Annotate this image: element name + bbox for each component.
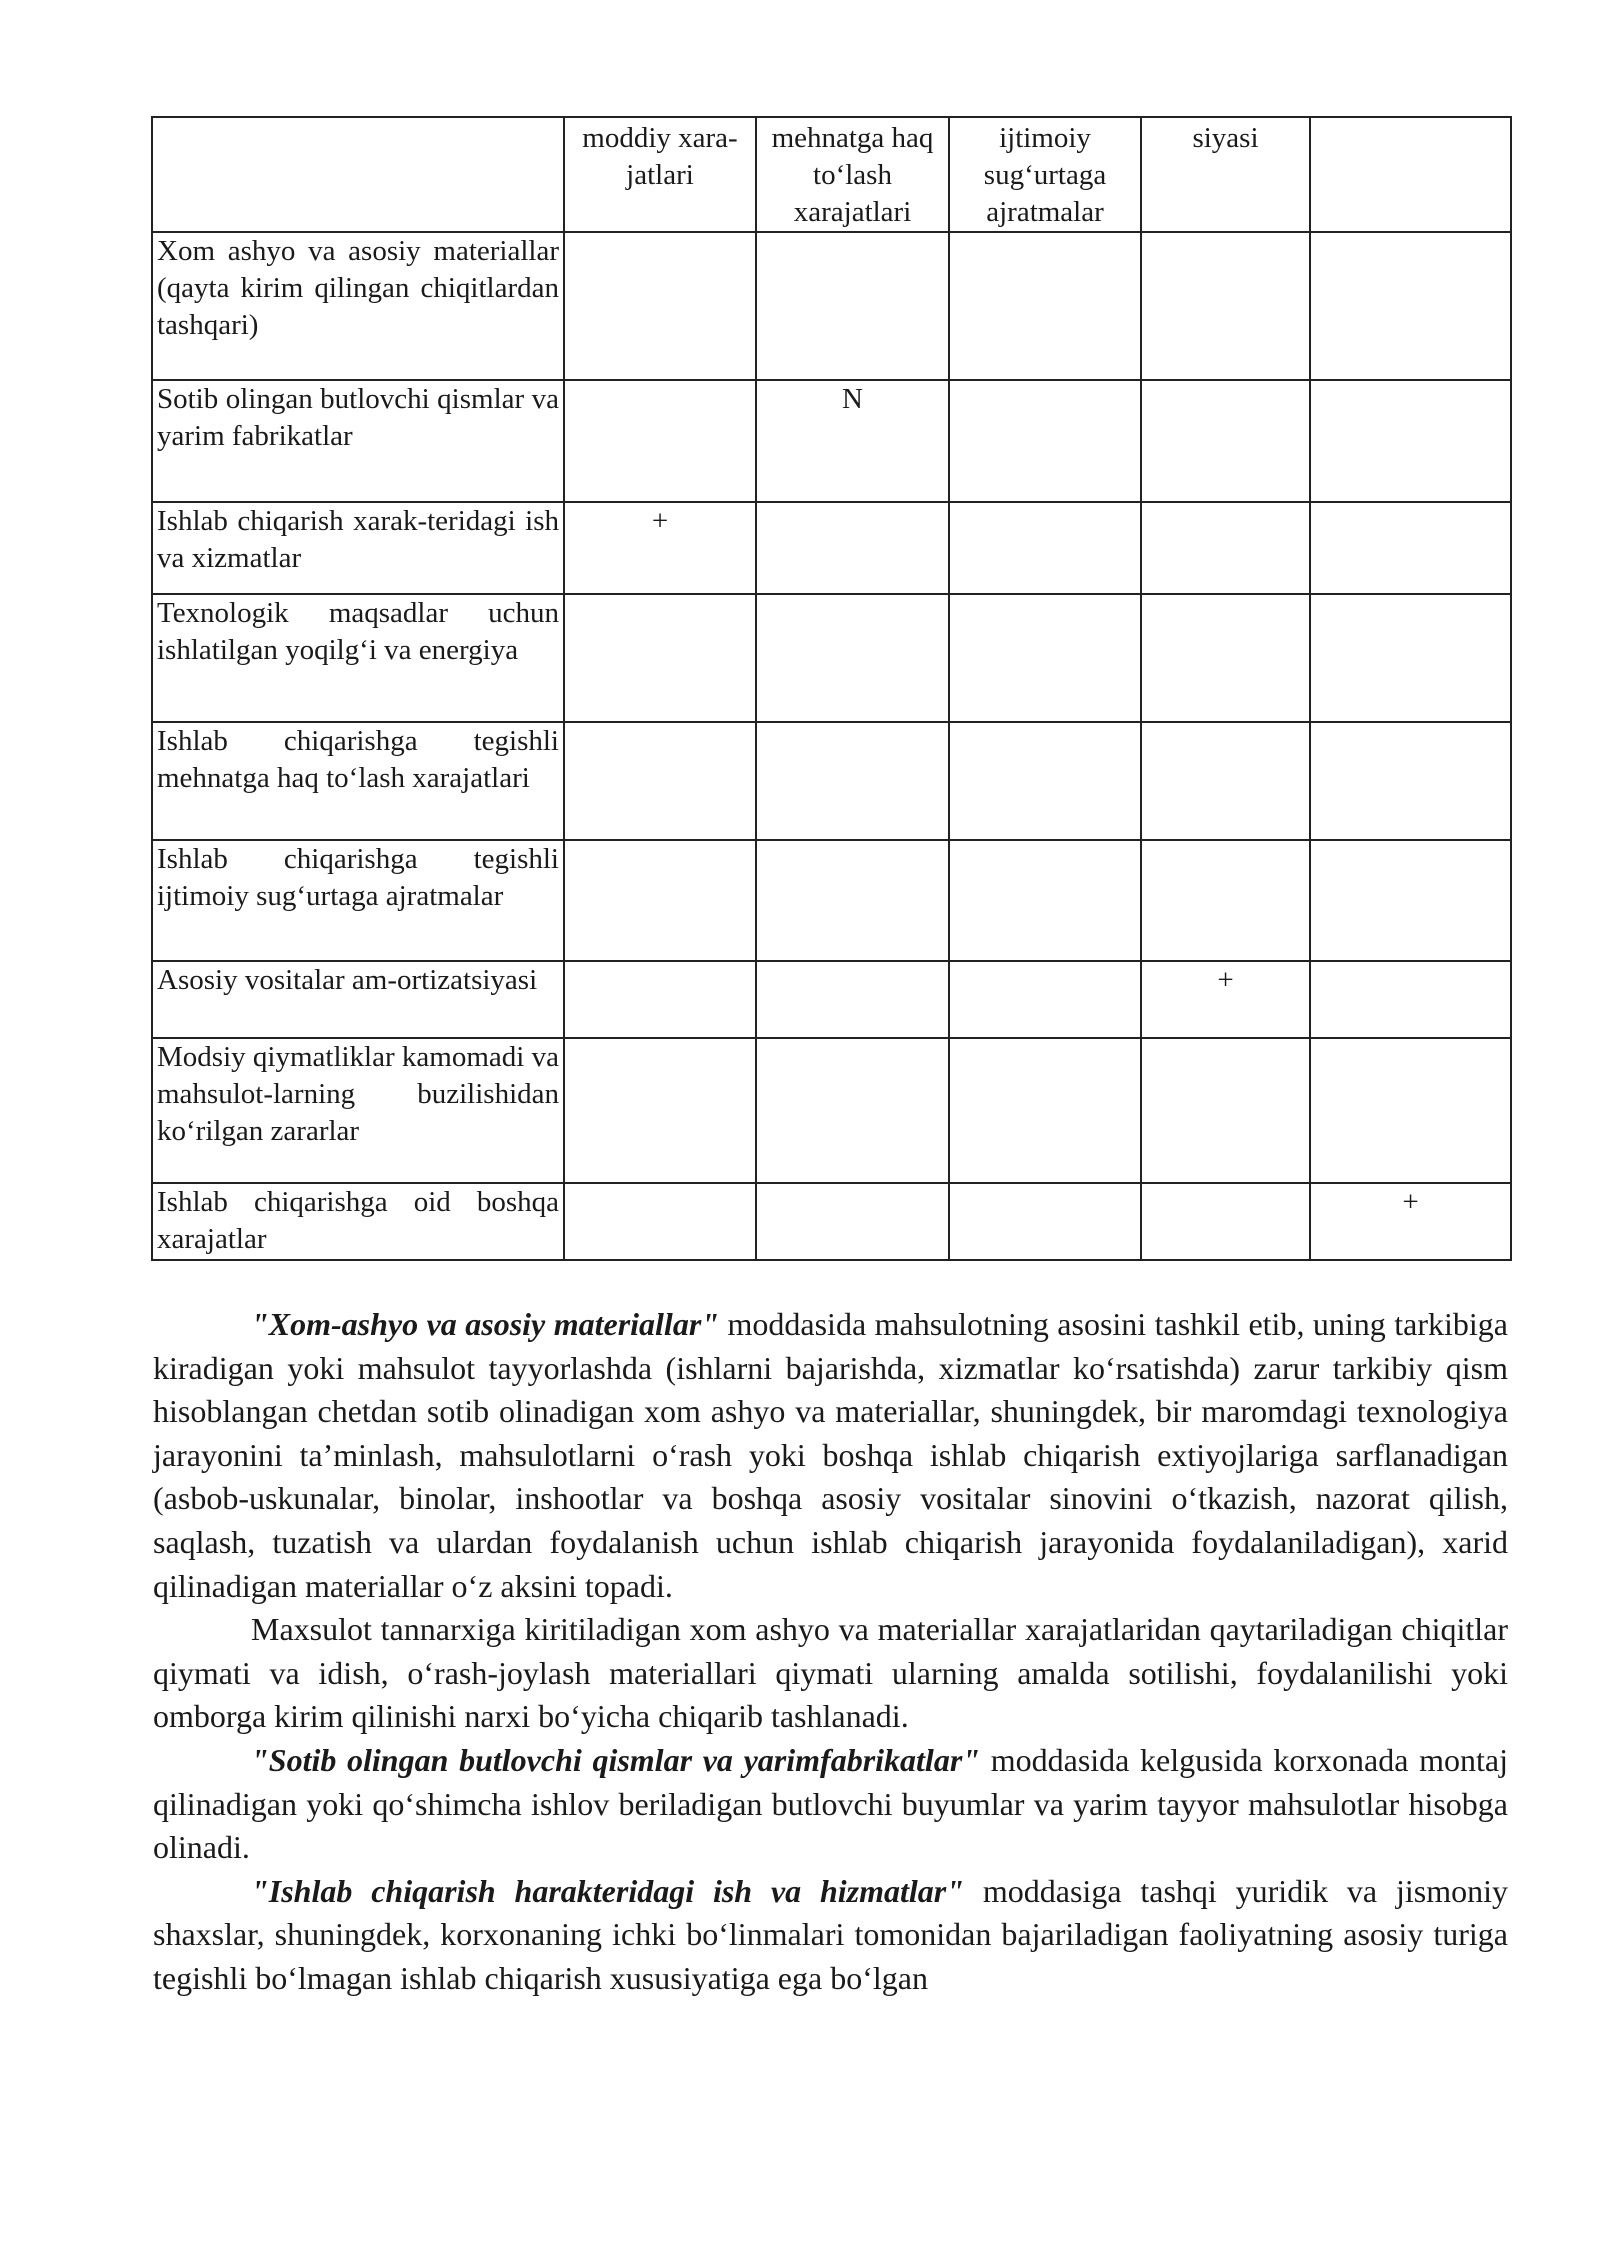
table-row [152, 1038, 1511, 1183]
table-cell [1310, 594, 1511, 722]
table-cell [564, 232, 756, 380]
table-cell [1141, 594, 1310, 722]
row-label: Ishlab chiqarish xarak-teridagi ish va xizmatlar [152, 502, 564, 594]
table-row [152, 502, 1511, 594]
table-cell [1310, 722, 1511, 840]
table-cell [756, 1038, 949, 1183]
header-cell-social-insurance [949, 117, 1141, 232]
table-cell [564, 1038, 756, 1183]
table-cell [949, 594, 1141, 722]
table-cell [1310, 840, 1511, 961]
row-label: Modsiy qiymatliklar kamomadi va mahsulot-larning buzilishidan ko‘rilgan zararlar [152, 1038, 564, 1183]
table-cell: + [1141, 961, 1310, 1038]
table-cell [1310, 961, 1511, 1038]
header-cell-empty [152, 117, 564, 232]
table-cell [564, 594, 756, 722]
row-label: Ishlab chiqarishga oid boshqa xarajatlar [152, 1183, 564, 1260]
table-cell [756, 502, 949, 594]
table-cell [564, 961, 756, 1038]
paragraph-text: Maxsulot tannarxiga kiritiladigan xom ashyo va materiallar xarajatlaridan qaytariladigan chiqitlar qiymati va idish, o‘rash-joylash materiallari qiymati ularning amalda sotilishi, foydalanilishi yoki omborga kirim qilinishi narxi bo‘yicha chiqarib tashlanadi. [153, 1611, 1508, 1735]
table-row [152, 722, 1511, 840]
table-cell [564, 380, 756, 502]
table-cell [949, 840, 1141, 961]
table-cell: + [1310, 1183, 1511, 1260]
table-cell [1141, 722, 1310, 840]
table-cell: + [564, 502, 756, 594]
table-cell [1310, 232, 1511, 380]
row-label: Ishlab chiqarishga tegishli mehnatga haq to‘lash xarajatlari [152, 722, 564, 840]
header-cell-material-costs [564, 117, 756, 232]
table-cell [756, 840, 949, 961]
table-row [152, 380, 1511, 502]
table-row [152, 840, 1511, 961]
table-row [152, 961, 1511, 1038]
table-cell [949, 232, 1141, 380]
table-cell [756, 594, 949, 722]
paragraph [153, 1608, 1508, 1739]
row-label: Asosiy vositalar am-ortizatsiyasi [152, 961, 564, 1038]
table-row [152, 594, 1511, 722]
table-cell: N [756, 380, 949, 502]
paragraph-term: "Sotib olingan butlovchi qismlar va yarimfabrikatlar" [251, 1741, 981, 1778]
table-cell [949, 1183, 1141, 1260]
paragraph-text: moddasiga tashqi yuridik va jismoniy shaxslar, shuningdek, korxonaning ichki bo‘linmalari tomonidan bajariladigan faoliyatning asosiy turiga tegishli bo‘lmagan ishlab chiqarish xususiyatiga ega bo‘lgan [153, 1872, 1509, 1996]
table-cell [1141, 1183, 1310, 1260]
table-cell [756, 232, 949, 380]
table-cell [1141, 232, 1310, 380]
header-label: siyasi [1192, 122, 1259, 154]
table-cell [949, 380, 1141, 502]
table-row [152, 232, 1511, 380]
table-cell [1141, 1038, 1310, 1183]
table-cell [949, 502, 1141, 594]
paragraph [153, 1303, 1508, 1608]
table-cell [756, 722, 949, 840]
row-label: Ishlab chiqarishga tegishli ijtimoiy sug‘urtaga ajratmalar [152, 840, 564, 961]
header-cell-siyasi [1141, 117, 1310, 232]
table-cell [1141, 840, 1310, 961]
paragraph [153, 1870, 1508, 2001]
header-label: ijtimoiy sug‘urtaga ajratmalar [983, 122, 1107, 228]
table-cell [949, 722, 1141, 840]
row-label: Sotib olingan butlovchi qismlar va yarim fabrikatlar [152, 380, 564, 502]
header-label: mehnatga haq to‘lash xarajatlari [771, 122, 934, 228]
row-label: Texnologik maqsadlar uchun ishlatilgan yoqilg‘i va energiya [152, 594, 564, 722]
table-cell [564, 840, 756, 961]
table-cell [949, 961, 1141, 1038]
body-text [153, 1303, 1508, 2001]
table-cell [1310, 502, 1511, 594]
header-cell-blank [1310, 117, 1511, 232]
paragraph-text: moddasida kelgusida korxonada montaj qilinadigan yoki qo‘shimcha ishlov beriladigan butlovchi buyumlar va yarim tayyor mahsulotlar hisobga olinadi. [153, 1741, 1509, 1866]
paragraph [153, 1739, 1508, 1870]
table-header-row [152, 117, 1511, 232]
paragraph-term: "Xom-ashyo va asosiy materiallar" [251, 1306, 720, 1342]
paragraph-text: moddasida mahsulotning asosini tashkil etib, uning tarkibiga kiradigan yoki mahsulot tayyorlashda (ishlarni bajarishda, xizmatlar ko‘rsatishda) zarur tarkibiy qism hisoblangan chetdan sotib olinadigan xom ashyo va materiallar, shuningdek, bir maromdagi texnologiya jarayonini ta’minlash, mahsulotlarni o‘rash yoki boshqa ishlab chiqarish extiyojlariga sarflanadigan (asbob-uskunalar, binolar, inshootlar va boshqa asosiy vositalar sinovini o‘tkazish, nazorat qilish, saqlash, tuzatish va ulardan foydalanish uchun ishlab chiqarish jarayonida foydalaniladigan), xarid qilinadigan materiallar o‘z aksini topadi. [153, 1306, 1509, 1604]
cost-items-table [151, 116, 1512, 1261]
header-label: moddiy xara- jatlari [582, 122, 738, 191]
table-cell [1141, 380, 1310, 502]
table-cell [756, 1183, 949, 1260]
table-cell [1310, 1038, 1511, 1183]
table-cell [949, 1038, 1141, 1183]
table-cell [1310, 380, 1511, 502]
row-label: Xom ashyo va asosiy materiallar (qayta kirim qilingan chiqitlardan tashqari) [152, 232, 564, 380]
table-cell [564, 1183, 756, 1260]
header-cell-labor-costs [756, 117, 949, 232]
paragraph-term: "Ishlab chiqarish harakteridagi ish va hizmatlar" [251, 1872, 965, 1909]
table-cell [564, 722, 756, 840]
table-row [152, 1183, 1511, 1260]
table-cell [1141, 502, 1310, 594]
table-cell [756, 961, 949, 1038]
